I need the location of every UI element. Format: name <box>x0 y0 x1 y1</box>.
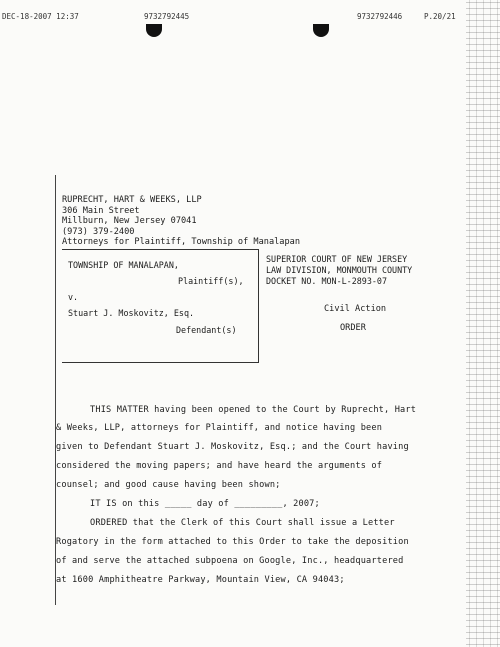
body-line-4: considered the moving papers; and have heard the arguments of <box>56 461 383 471</box>
fax-date-time: DEC-18-2007 12:37 <box>2 12 79 21</box>
attorney-firm: RUPRECHT, HART & WEEKS, LLP <box>62 195 202 205</box>
body-line-2: & Weeks, LLP, attorneys for Plaintiff, and notice having been <box>56 423 383 433</box>
attorney-role: Attorneys for Plaintiff, Township of Manalapan <box>62 237 300 248</box>
attorney-phone: (973) 379-2400 <box>62 226 135 237</box>
body-line-1: THIS MATTER having been opened to the Court by Ruprecht, Hart <box>90 405 417 415</box>
fax-receiver-number: 9732792446 <box>357 12 403 21</box>
docket-number: DOCKET NO. MON-L-2893-07 <box>266 276 388 286</box>
scan-edge-noise <box>466 0 500 647</box>
body-line-6: IT IS on this _____ day of _________, 2007; <box>90 499 320 509</box>
punch-hole-left <box>146 24 162 37</box>
attorney-block <box>62 195 300 248</box>
body-line-8: Rogatory in the form attached to this Order to take the deposition <box>56 537 409 547</box>
plaintiff-name: TOWNSHIP OF MANALAPAN, <box>68 260 179 270</box>
body-line-5: counsel; and good cause having been shown; <box>56 480 281 490</box>
caption-divider <box>258 249 259 363</box>
plaintiff-role: Plaintiff(s), <box>178 276 244 286</box>
court-name: SUPERIOR COURT OF NEW JERSEY <box>266 254 408 264</box>
fax-header <box>0 12 470 26</box>
caption-rule-bottom <box>62 362 258 363</box>
attorney-street: 306 Main Street <box>62 205 140 216</box>
defendant-name: Stuart J. Moskovitz, Esq. <box>68 308 195 318</box>
caption-rule-top <box>62 249 258 250</box>
punch-hole-right <box>313 24 329 37</box>
fax-page-number: P.20/21 <box>424 12 456 21</box>
body-line-9: of and serve the attached subpoena on Google, Inc., headquartered <box>56 556 404 566</box>
defendant-role: Defendant(s) <box>176 325 237 335</box>
attorney-city: Millburn, New Jersey 07041 <box>62 216 197 227</box>
body-line-10: at 1600 Amphitheatre Parkway, Mountain View, CA 94043; <box>56 575 345 585</box>
court-division: LAW DIVISION, MONMOUTH COUNTY <box>266 265 413 275</box>
versus: v. <box>68 292 79 302</box>
civil-action-label: Civil Action <box>324 304 387 314</box>
fax-sender-number: 9732792445 <box>144 12 190 21</box>
body-line-7: ORDERED that the Clerk of this Court shall issue a Letter <box>90 518 395 528</box>
body-line-3: given to Defendant Stuart J. Moskovitz, Esq.; and the Court having <box>56 442 409 452</box>
order-title: ORDER <box>340 323 366 333</box>
